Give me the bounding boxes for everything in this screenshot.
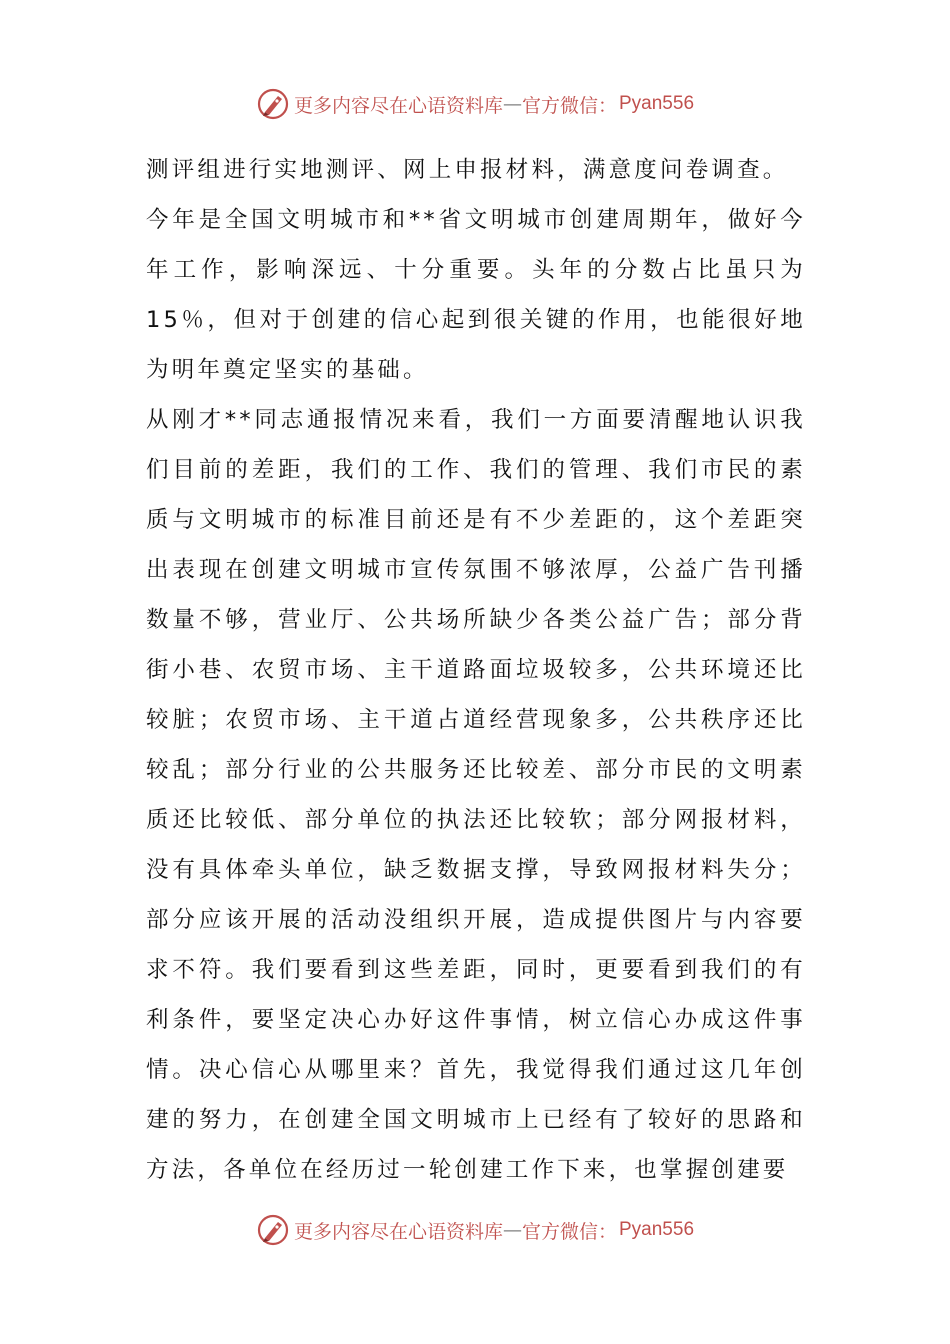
banner-wechat-id: Pyan556 xyxy=(619,93,695,114)
paragraph: 测评组进行实地测评、网上申报材料，满意度问卷调查。 xyxy=(146,157,789,183)
banner-wechat-label: 官方微信： xyxy=(521,1220,617,1243)
footer-banner xyxy=(0,1210,950,1250)
header-banner xyxy=(0,84,950,124)
pen-nib-logo-icon xyxy=(256,1213,290,1247)
paragraph: 今年是全国文明城市和**省文明城市创建周期年，做好今年工作，影响深远、十分重要。头年的分数占比虽只为15％，但对于创建的信心起到很关键的作用，也能很好地为明年奠定坚实的基础。 xyxy=(146,207,806,383)
banner-dash: — xyxy=(502,93,522,115)
paragraph: 从刚才**同志通报情况来看，我们一方面要清醒地认识我们目前的差距，我们的工作、我们的管理、我们市民的素质与文明城市的标准目前还是有不少差距的，这个差距突出表现在创建文明城市宣传氛围不够浓厚，公益广告刊播数量不够，营业厅、公共场所缺少各类公益广告；部分背街小巷、农贸市场、主干道路面垃圾较多，公共环境还比较脏；农贸市场、主干道占道经营现象多，公共秩序还比较乱；部分行业的公共服务还比较差、部分市民的文明素质还比较低、部分单位的执法还比较软；部分网报材料，没有具体牵头单位，缺乏数据支撑，导致网报材料失分；部分应该开展的活动没组织开展，造成提供图片与内容要求不符。我们要看到这些差距，同时，更要看到我们的有利条件，要坚定决心办好这件事情，树立信心办成这件事情。决心信心从哪里来？首先，我觉得我们通过这几年创建的努力，在创建全国文明城市上已经有了较好的思路和方法，各单位在经历过一轮创建工作下来，也掌握创建要 xyxy=(146,407,806,1183)
banner-wechat-label: 官方微信： xyxy=(521,94,617,117)
banner-wechat-id: Pyan556 xyxy=(619,1219,695,1240)
banner-text: 更多内容尽在心语资料库 xyxy=(293,1220,503,1243)
banner-dash: — xyxy=(502,1219,522,1241)
pen-nib-logo-icon xyxy=(256,87,290,121)
document-body xyxy=(146,145,806,1195)
banner-text: 更多内容尽在心语资料库 xyxy=(293,94,503,117)
